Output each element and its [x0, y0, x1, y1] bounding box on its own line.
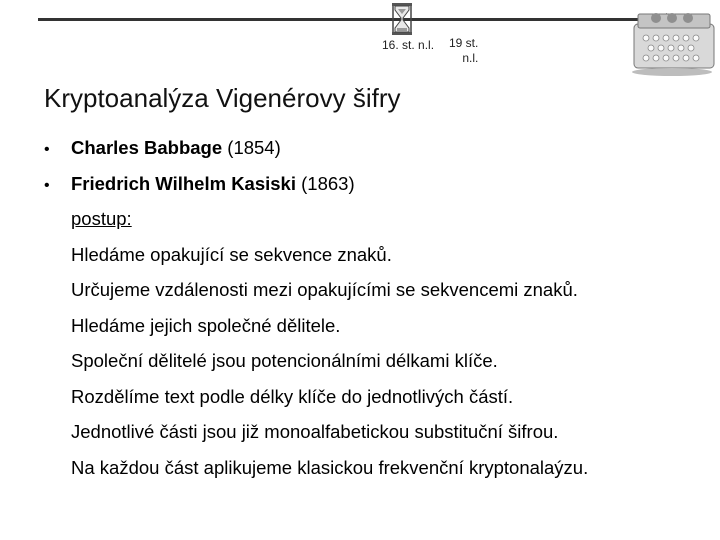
- procedure-step: [44, 450, 710, 486]
- procedure-step: [44, 308, 710, 344]
- slide-content: [44, 130, 710, 485]
- procedure-label: postup:: [71, 208, 132, 229]
- bullet-detail: (1854): [222, 137, 281, 158]
- bullet-dot-icon: •: [44, 176, 50, 194]
- procedure-label-row: [44, 201, 710, 237]
- enigma-machine-icon: [626, 2, 718, 78]
- step-text: Společní dělitelé jsou potencionálními délkami klíče.: [71, 350, 498, 371]
- step-text: Na každou část aplikujeme klasickou frekvenční kryptonalaýzu.: [71, 456, 589, 478]
- procedure-step: [44, 379, 710, 415]
- step-text: Rozdělíme text podle délky klíče do jednotlivých částí.: [71, 385, 514, 407]
- timeline-line: [38, 18, 670, 21]
- procedure-step: [44, 237, 710, 273]
- step-text: Určujeme vzdálenosti mezi opakujícími se sekvencemi znaků.: [71, 279, 578, 300]
- timeline-label-end-line1: 19 st.: [449, 36, 479, 50]
- step-text: Jednotlivé části jsou již monoalfabetickou substituční šifrou.: [71, 421, 559, 442]
- procedure-step: [44, 414, 710, 450]
- bullet-item: [44, 130, 710, 166]
- hourglass-icon: [389, 2, 415, 36]
- timeline-label-end: [449, 36, 478, 66]
- step-text: Hledáme jejich společné dělitele.: [71, 314, 341, 336]
- procedure-step: [44, 272, 710, 308]
- bullet-name: Friedrich Wilhelm Kasiski: [71, 172, 296, 194]
- timeline-label-start: 16. st. n.l.: [382, 38, 435, 52]
- timeline-label-end-line2: n.l.: [462, 51, 479, 65]
- bullet-name: Charles Babbage: [71, 137, 223, 158]
- procedure-step: [44, 343, 710, 379]
- bullet-detail: (1863): [296, 172, 355, 194]
- step-text: Hledáme opakující se sekvence znaků.: [71, 243, 392, 265]
- bullet-item: [44, 166, 710, 202]
- bullet-dot-icon: •: [44, 141, 50, 158]
- slide-title: Kryptoanalýza Vigenérovy šifry: [44, 83, 401, 113]
